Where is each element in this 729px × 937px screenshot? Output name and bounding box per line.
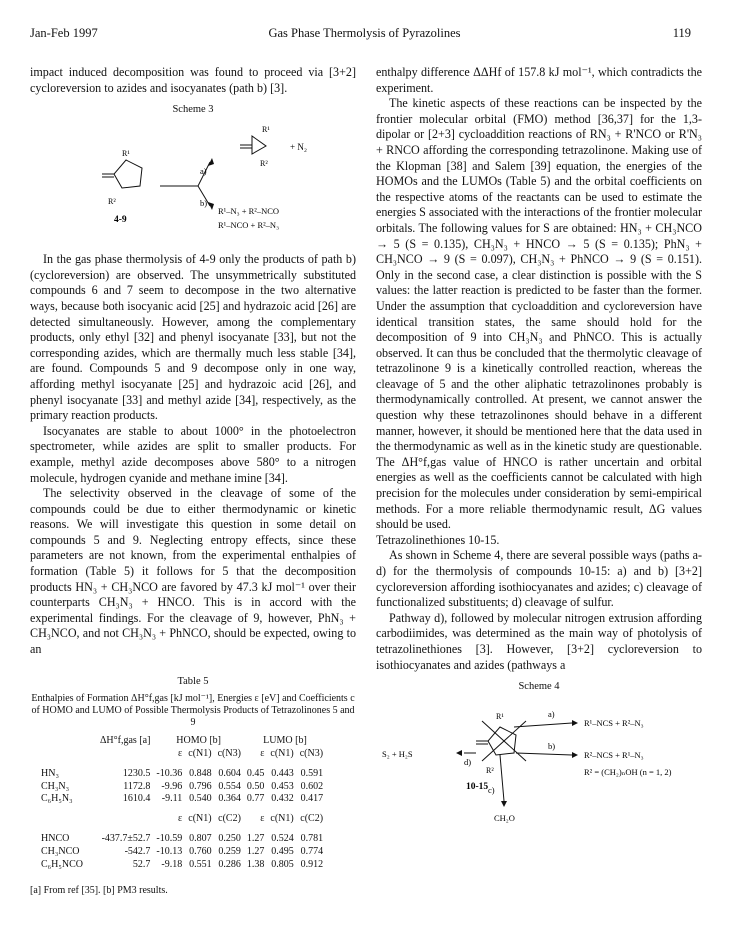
table-header: ΔH°f,gas [a] xyxy=(99,735,151,747)
products-b: R²–NCS + R¹–N₃ xyxy=(584,750,644,761)
r1-label: R¹ xyxy=(496,712,504,722)
table-row xyxy=(38,826,326,846)
paragraph: Isocyanates are stable to about 1000° in the photoelectron spectrometer, while azides are split to smaller products. For example, methyl azide decomposes above 580° to a nitrogen molecule, hydrogen cyanide and methane imine [34]. xyxy=(30,423,356,485)
left-column xyxy=(30,65,356,899)
sulfur-products: S₂ + H₂S xyxy=(382,749,413,760)
table-header: ε xyxy=(260,813,265,825)
paragraph: Pathway d), followed by molecular nitrogen extrusion affording carbodiimides, was determined as the main way of photolysis of tetrazolinethiones [3]. However, [3+2] cycloreversion to isothiocyanates and azides (pathways a xyxy=(376,610,702,672)
paragraph: As shown in Scheme 4, there are several possible ways (paths a-d) for the thermolysis of compounds 10-15: a) and b) [3+2] cycloreversion affording isothiocyanates and azides; c) cleavage of functionalized substituents; d) cleavage of sulfur. xyxy=(376,548,702,610)
products-line-1: R¹–N₃ + R²–NCO xyxy=(218,206,280,217)
table-cell: 0.364 xyxy=(218,793,241,805)
table-cell: 0.250 xyxy=(218,833,241,844)
table-header: c(N1) xyxy=(270,748,294,760)
table-cell: 0.432 xyxy=(271,793,294,805)
table-cell: C₆H₅N₃ xyxy=(41,793,73,805)
table-cell: -10.36 xyxy=(156,767,183,779)
table-header: c(N1) xyxy=(188,813,212,825)
path-a-label: a) xyxy=(200,166,207,177)
table-cell: 0.848 xyxy=(189,767,212,779)
path-c-label: c) xyxy=(488,785,495,796)
table-cell: HN₃ xyxy=(41,767,59,779)
r1-label: R¹ xyxy=(122,149,130,159)
table-header: c(N1) xyxy=(188,748,212,760)
table-header: ε xyxy=(178,813,183,825)
table-footnote: [a] From ref [35]. [b] PM3 results. xyxy=(30,885,168,897)
formaldehyde-product: CH₂O xyxy=(494,813,515,824)
scheme-4-drawing xyxy=(376,693,702,829)
table-cell: 0.912 xyxy=(300,858,324,870)
table-cell: 0.602 xyxy=(300,780,324,792)
table-cell: 1172.8 xyxy=(123,780,151,792)
table-title: Table 5 xyxy=(177,675,209,687)
path-b-label: b) xyxy=(548,741,556,752)
table-caption: Enthalpies of Formation ΔH°f,gas [kJ mol⁻¹], Energies ε [eV] and Coefficients c of HOMO and LUMO of Possible Thermolysis Products of Tetrazolinones 5 and 9 xyxy=(31,693,355,729)
table-cell: 52.7 xyxy=(132,858,151,870)
table-cell: 0.417 xyxy=(300,793,324,805)
path-a-label: a) xyxy=(548,709,555,720)
header-title: Gas Phase Thermolysis of Pyrazolines xyxy=(268,26,461,40)
right-column xyxy=(376,65,702,829)
table-cell: 1.27 xyxy=(246,845,265,857)
table-cell: 0.781 xyxy=(300,833,324,844)
path-b-label: b) xyxy=(200,198,208,209)
table-cell: 0.259 xyxy=(218,845,241,857)
table-cell: 0.286 xyxy=(218,858,241,870)
table-cell: -10.59 xyxy=(156,833,183,844)
r2-label: R² xyxy=(108,197,116,207)
table-cell: 1230.5 xyxy=(122,767,151,779)
table-cell: 0.453 xyxy=(271,780,294,792)
section-subheading: Tetrazolinethiones 10-15. xyxy=(376,532,500,547)
table-cell: 0.796 xyxy=(189,780,212,792)
table-cell: 1.38 xyxy=(246,858,265,870)
products-line-2: R¹–NCO + R²–N₃ xyxy=(218,220,280,231)
table-cell: HNCO xyxy=(41,833,70,844)
scheme-4 xyxy=(376,679,702,829)
r2-definition: R² = (CH₂)ₙOH (n = 1, 2) xyxy=(584,767,672,778)
table-cell: 1.27 xyxy=(246,833,265,844)
scheme-title: Scheme 3 xyxy=(172,104,214,116)
r2-label: R² xyxy=(260,159,268,169)
table-header: c(N3) xyxy=(299,748,324,760)
r1-label: R¹ xyxy=(262,125,270,135)
table-header: ε xyxy=(178,748,183,760)
table-cell: C₆H₅NCO xyxy=(41,858,83,870)
table-cell: 0.77 xyxy=(246,793,265,805)
table-row xyxy=(38,846,326,859)
table-cell: 0.554 xyxy=(218,780,241,792)
scheme-3 xyxy=(30,102,356,252)
compound-number: 4-9 xyxy=(114,215,127,226)
table-cell: 0.760 xyxy=(189,845,212,857)
products-a: R¹–NCS + R²–N₃ xyxy=(584,718,644,729)
table-cell: -9.18 xyxy=(161,858,183,870)
scheme-3-drawing xyxy=(30,116,356,251)
nitrogen-product: + N₂ xyxy=(290,142,307,153)
compound-number: 10-15 xyxy=(466,782,489,793)
table-cell: 0.591 xyxy=(300,767,324,779)
table-header: LUMO [b] xyxy=(263,735,307,747)
path-d-label: d) xyxy=(464,757,472,768)
table-header: c(C2) xyxy=(300,813,324,825)
table-cell: 0.540 xyxy=(189,793,212,805)
table-row xyxy=(38,859,326,872)
table-header: HOMO [b] xyxy=(176,735,222,747)
table-header: c(C2) xyxy=(218,813,241,825)
table-cell: CH₃NCO xyxy=(41,845,80,857)
table-cell: CH₃N₃ xyxy=(41,780,70,792)
table-cell: 0.495 xyxy=(271,845,294,857)
table-cell: 0.50 xyxy=(246,780,265,792)
header-date: Jan-Feb 1997 xyxy=(30,26,98,40)
table-row xyxy=(38,781,326,794)
table-cell: 0.774 xyxy=(300,845,324,857)
table-header: c(N1) xyxy=(270,813,294,825)
table-cell: 0.551 xyxy=(189,858,212,870)
table-cell: 0.443 xyxy=(271,767,294,779)
table-cell: 0.45 xyxy=(246,767,265,779)
paragraph: enthalpy difference ΔΔHf of 157.8 kJ mol⁻¹, which contradicts the experiment. xyxy=(376,65,702,95)
table-cell: -9.11 xyxy=(161,793,183,805)
paragraph: In the gas phase thermolysis of 4-9 only the products of path b) (cycloreversion) are observed. The unsymmetrically substituted compounds 6 and 7 seem to decompose in the two alternative ways, because both isocyanic acid [25] and hydrazoic acid [26] are detected simultaneously. However, among the complementary products, only ethyl [32] and phenyl isocyanate [33], but not the corresponding azides, which are thermally much less stable [34], are found. Compounds 5 and 9 decompose only in one way, affording methyl isocyanate [25] and hydrazoic acid [26], and phenyl isocyanate [33] and methyl azide [34], respectively, as the primary reaction products. xyxy=(30,252,356,423)
table-cell: -437.7±52.7 xyxy=(101,833,151,844)
table-header: c(N3) xyxy=(217,748,241,760)
table-cell: 0.805 xyxy=(271,858,294,870)
table-header: ε xyxy=(260,748,265,760)
table-cell: -542.7 xyxy=(124,845,151,857)
r2-label: R² xyxy=(486,766,494,776)
table-cell: -9.96 xyxy=(161,780,183,792)
table-5 xyxy=(38,735,326,871)
table-cell: -10.13 xyxy=(156,845,183,857)
table-cell: 1610.4 xyxy=(122,793,151,805)
page-number: 119 xyxy=(672,26,691,40)
table-row xyxy=(38,793,326,806)
table-cell: 0.604 xyxy=(218,767,241,779)
table-cell: 0.524 xyxy=(271,833,294,844)
paragraph: The selectivity observed in the cleavage of some of the compounds could be due to either thermodynamic or kinetic reasons. We will investigate this question in some detail on compounds 5 and 9. Neglecting entropy effects, since these parameters are not known, from the experimental enthalpies of formation (Table 5) it follows for 5 that the decomposition products HN₃ + CH₃NCO are favored by 47.3 kJ mol⁻¹ over their counterparts CH₃N₃ + HNCO. This is in accord with the experimental findings. For the cleavage of 9, however, PhN₃ + CH₃NCO, and not CH₃N₃ + PhNCO, should be expected, owing to an xyxy=(30,486,356,657)
paragraph: The kinetic aspects of these reactions can be inspected by the frontier molecular orbital (FMO) method [36,37] for the 1,3-dipolar or [2+3] cycloaddition reactions of RN₃ + R'NCO or R'N₃ + RNCO affording the corresponding tetrazolinone. Making use of the Klopman [38] and Salem [39] equation, the energies of the HOMOs and the LUMOs (Table 5) and the orbital coefficients on the respective atoms of the reactants can be used to estimate the energies S associated with the interactions of the frontier molecular orbitals. The following values for S are obtained: HN₃ + CH₃NCO → 5 (S = 0.135), CH₃N₃ + HNCO → 5 (S = 0.135); PhN₃ + CH₃NCO → 9 (S = 0.097), CH₃N₃ + PhNCO → 9 (S = 0.151). Only in the second case, a clear distinction is possible with the S values: the latter reaction is predicted to be faster than the former. Under the assumption that cycloaddition and cycloreversion have identical transition states, the same should hold for the decomposition of 9 into CH₃N₃ and PhNCO. This is actually observed. It can thus be concluded that the thermolytic cleavage of tetrazolinone 9 is a kinetically controlled reaction, whereas the cleavage of 5 and the other aliphatic tetrazolinones probably is thermodynamically controlled. At present, we cannot answer the question why these tetrazolinones should behave in a different manner, however, it should be mentioned here that the data used in the thermodynamic as well as in the kinetic study are questionable. The ΔH°f,gas value of HNCO is rather uncertain and orbital energies as well as the coefficients cannot be calculated with high precision for the molecules under consideration by semi-empirical methods. For a more reliable thermodynamic result, ΔG values should be used. xyxy=(376,96,702,532)
paragraph: impact induced decomposition was found to proceed via [3+2] cycloreversion to azides and isocyanates (path b) [3]. xyxy=(30,65,356,95)
table-cell: 0.807 xyxy=(189,833,212,844)
table-row xyxy=(38,761,326,781)
scheme-title: Scheme 4 xyxy=(518,681,560,693)
